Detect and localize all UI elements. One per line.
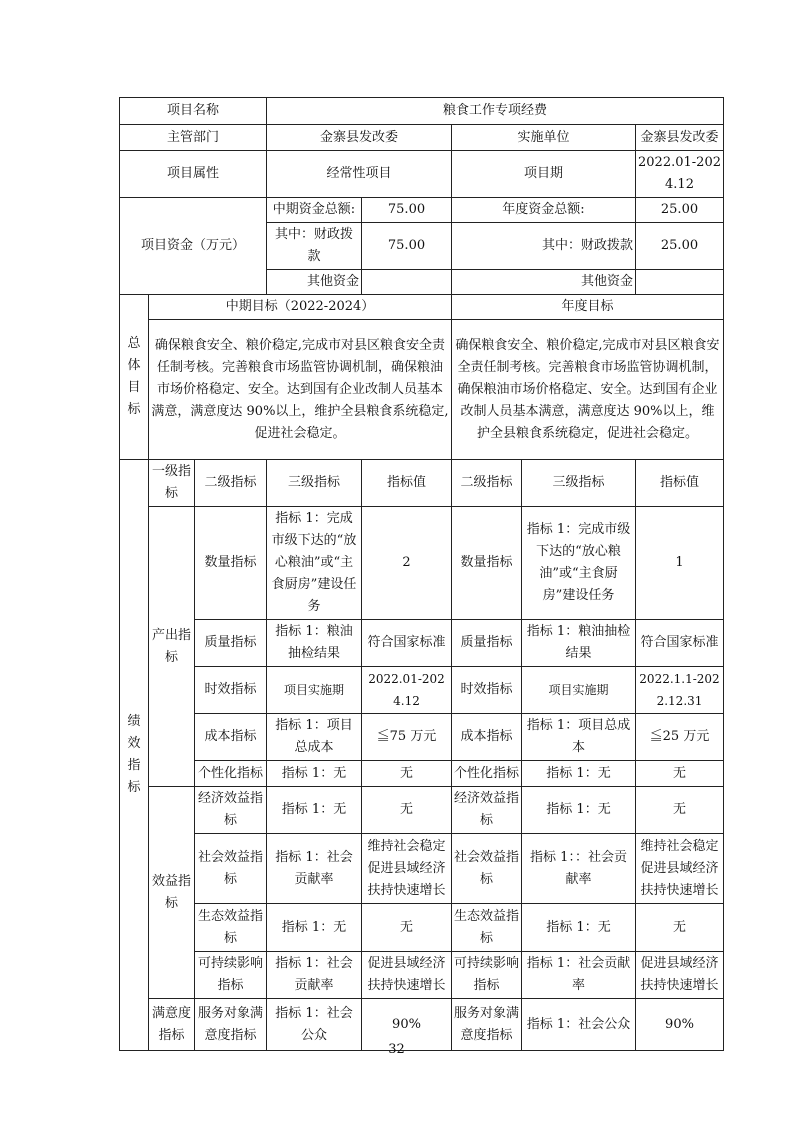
mid-total-value: 75.00 — [362, 198, 452, 223]
row-level3-b: 指标 1：项目总成本 — [522, 714, 636, 761]
mid-total-label: 中期资金总额: — [267, 198, 362, 223]
row-value: 维持社会稳定促进县域经济扶持快速增长 — [362, 834, 452, 904]
row-value: ≦75 万元 — [362, 714, 452, 761]
row-value-b: 无 — [636, 761, 724, 787]
output-label: 产出指标 — [149, 507, 195, 787]
row-level2: 经济效益指标 — [195, 787, 267, 834]
attr-value: 经常性项目 — [267, 151, 452, 198]
row-level3-b: 指标 1：完成市级下达的“放心粮油”或“主食厨房”建设任务 — [522, 507, 636, 620]
annual-total-label: 年度资金总额: — [452, 198, 636, 223]
row-level2-b: 个性化指标 — [452, 761, 522, 787]
project-name-label: 项目名称 — [120, 98, 267, 125]
row-level3: 指标 1：粮油抽检结果 — [267, 620, 362, 667]
row-level2: 社会效益指标 — [195, 834, 267, 904]
mid-goal-text: 确保粮食安全、粮价稳定,完成市对县区粮食安全责任制考核。完善粮食市场监管协调机制，确保粮油市场价格稳定、安全。达到国有企业改制人员基本满意，满意度达 90%以上，维护全县粮食系统稳定,促进社会稳定。 — [149, 320, 452, 460]
row-level2: 可持续影响指标 — [195, 952, 267, 999]
row-value-b: 无 — [636, 787, 724, 834]
row-level3: 指标 1：社会公众 — [267, 999, 362, 1051]
row-level3-b: 项目实施期 — [522, 667, 636, 714]
row-value: 无 — [362, 761, 452, 787]
annual-goal-header: 年度目标 — [452, 295, 724, 320]
row-value: 促进县域经济扶持快速增长 — [362, 952, 452, 999]
dept-value: 金寨县发改委 — [267, 125, 452, 151]
goal-label: 总体目标 — [120, 295, 149, 460]
row-level3-b: 指标 1：社会贡献率 — [522, 952, 636, 999]
satisfaction-label: 满意度指标 — [149, 999, 195, 1051]
row-value-b: 维持社会稳定促进县域经济扶持快速增长 — [636, 834, 724, 904]
row-value: 90% — [362, 999, 452, 1051]
row-value-b: 无 — [636, 904, 724, 952]
annual-fiscal-value: 25.00 — [636, 223, 724, 270]
mid-goal-header: 中期目标（2022-2024） — [149, 295, 452, 320]
row-value: 符合国家标准 — [362, 620, 452, 667]
row-level2-b: 数量指标 — [452, 507, 522, 620]
project-name-value: 粮食工作专项经费 — [267, 98, 724, 125]
row-level2: 时效指标 — [195, 667, 267, 714]
row-level2-b: 可持续影响指标 — [452, 952, 522, 999]
row-level3: 指标 1：无 — [267, 761, 362, 787]
header-level2: 二级指标 — [195, 460, 267, 507]
dept-label: 主管部门 — [120, 125, 267, 151]
row-level3: 指标 1：完成市级下达的“放心粮油”或“主食厨房”建设任务 — [267, 507, 362, 620]
mid-fiscal-label: 其中：财政拨款 — [267, 223, 362, 270]
row-level3: 指标 1：无 — [267, 904, 362, 952]
row-level3-b: 指标 1：无 — [522, 904, 636, 952]
mid-other-value — [362, 270, 452, 295]
header-value-b: 指标值 — [636, 460, 724, 507]
mid-fiscal-value: 75.00 — [362, 223, 452, 270]
period-label: 项目期 — [452, 151, 636, 198]
row-level2-b: 经济效益指标 — [452, 787, 522, 834]
annual-total-value: 25.00 — [636, 198, 724, 223]
row-value-b: 2022.1.1-2022.12.31 — [636, 667, 724, 714]
attr-label: 项目属性 — [120, 151, 267, 198]
row-level3-b: 指标 1：：社会贡献率 — [522, 834, 636, 904]
row-level2-b: 质量指标 — [452, 620, 522, 667]
mid-other-label: 其他资金 — [267, 270, 362, 295]
annual-goal-text: 确保粮食安全、粮价稳定,完成市对县区粮食安全责任制考核。完善粮食市场监管协调机制，确保粮油市场价格稳定、安全。达到国有企业改制人员基本满意，满意度达 90%以上，维护全县粮食系统稳定，促进社会稳定。 — [452, 320, 724, 460]
row-value-b: 促进县域经济扶持快速增长 — [636, 952, 724, 999]
row-level2: 数量指标 — [195, 507, 267, 620]
row-level2-b: 生态效益指标 — [452, 904, 522, 952]
row-value: 2 — [362, 507, 452, 620]
impl-value: 金寨县发改委 — [636, 125, 724, 151]
impl-label: 实施单位 — [452, 125, 636, 151]
row-level3-b: 指标 1：无 — [522, 761, 636, 787]
annual-other-label: 其他资金 — [452, 270, 636, 295]
row-level3: 指标 1：项目总成本 — [267, 714, 362, 761]
header-level1: 一级指标 — [149, 460, 195, 507]
row-value-b: ≦25 万元 — [636, 714, 724, 761]
row-level2-b: 时效指标 — [452, 667, 522, 714]
row-level3: 指标 1：社会贡献率 — [267, 834, 362, 904]
period-value: 2022.01-2024.12 — [636, 151, 724, 198]
effect-label: 效益指标 — [149, 787, 195, 999]
row-level2-b: 社会效益指标 — [452, 834, 522, 904]
row-value-b: 90% — [636, 999, 724, 1051]
row-value: 无 — [362, 787, 452, 834]
fund-label: 项目资金（万元） — [120, 198, 267, 295]
row-level3: 项目实施期 — [267, 667, 362, 714]
header-level3-b: 三级指标 — [522, 460, 636, 507]
row-level2: 服务对象满意度指标 — [195, 999, 267, 1051]
row-level2: 生态效益指标 — [195, 904, 267, 952]
perf-label: 绩效指标 — [120, 460, 149, 1051]
header-level2-b: 二级指标 — [452, 460, 522, 507]
row-level3: 指标 1：社会贡献率 — [267, 952, 362, 999]
header-level3: 三级指标 — [267, 460, 362, 507]
row-value-b: 1 — [636, 507, 724, 620]
row-level3-b: 指标 1：社会公众 — [522, 999, 636, 1051]
page-number: 32 — [388, 1042, 405, 1057]
annual-fiscal-label: 其中：财政拨款 — [452, 223, 636, 270]
row-value: 无 — [362, 904, 452, 952]
row-level3-b: 指标 1：无 — [522, 787, 636, 834]
header-value: 指标值 — [362, 460, 452, 507]
row-level3: 指标 1：无 — [267, 787, 362, 834]
row-level2: 成本指标 — [195, 714, 267, 761]
row-value-b: 符合国家标准 — [636, 620, 724, 667]
row-value: 2022.01-2024.12 — [362, 667, 452, 714]
row-level2: 质量指标 — [195, 620, 267, 667]
annual-other-value — [636, 270, 724, 295]
row-level2: 个性化指标 — [195, 761, 267, 787]
performance-table — [119, 97, 724, 1051]
row-level2-b: 成本指标 — [452, 714, 522, 761]
row-level2-b: 服务对象满意度指标 — [452, 999, 522, 1051]
row-level3-b: 指标 1：粮油抽检结果 — [522, 620, 636, 667]
